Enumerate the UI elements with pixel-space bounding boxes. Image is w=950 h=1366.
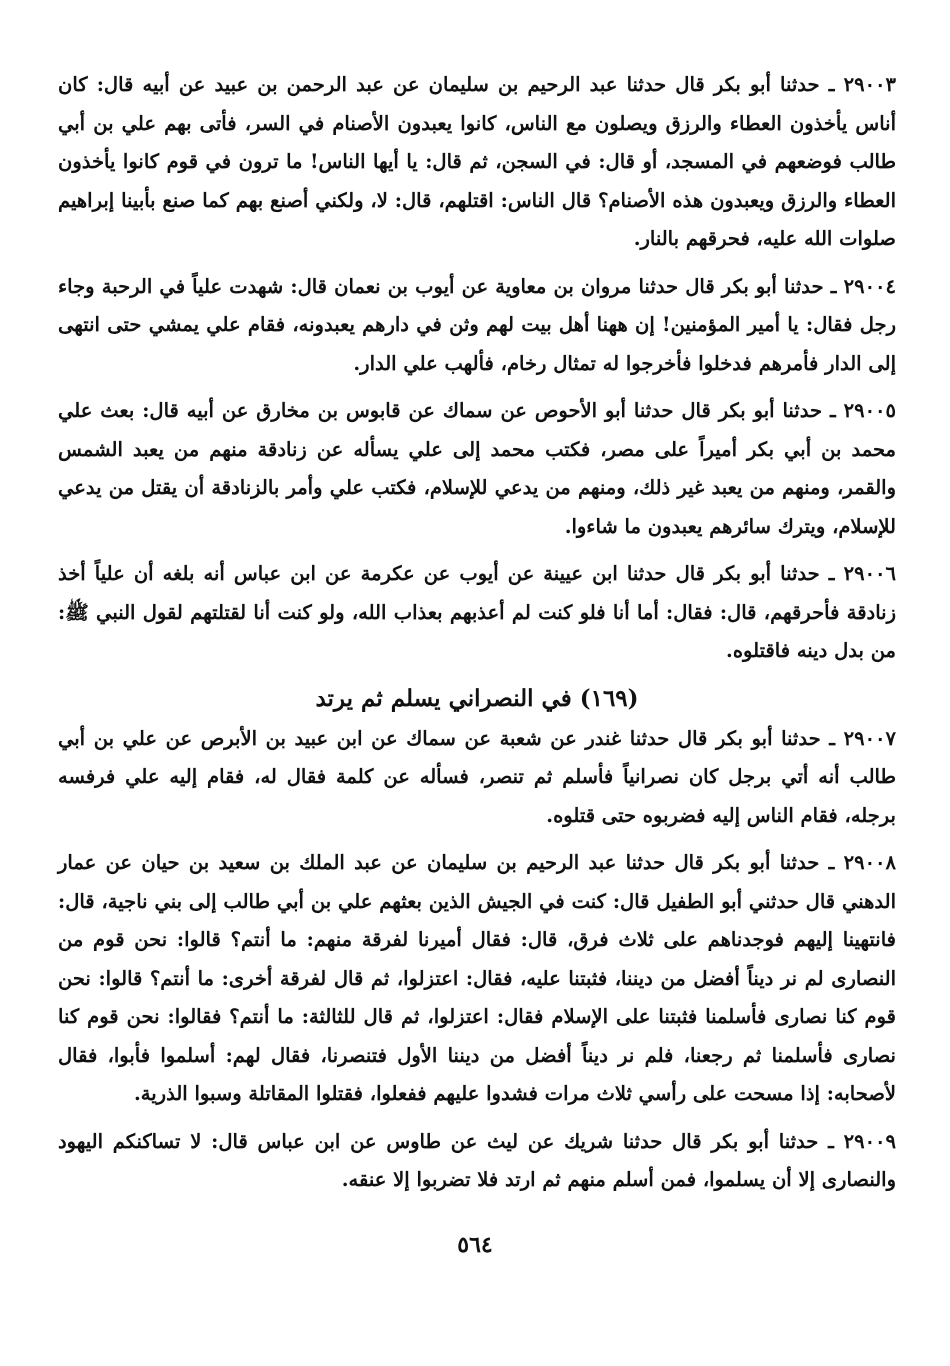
hadith-29009: ٢٩٠٠٩ ـ حدثنا أبو بكر قال حدثنا شريك عن ليث عن طاوس عن ابن عباس قال: لا تساكنكم اليهود والنصارى إلا أن يسلموا، فمن أسلم منهم ثم ارتد فلا تضربوا إلا عنقه. — [58, 1129, 896, 1191]
hadith-29003: ٢٩٠٠٣ ـ حدثنا أبو بكر قال حدثنا عبد الرحيم بن سليمان عن عبد الرحمن بن عبيد عن أبيه قال: كان أناس يأخذون العطاء والرزق ويصلون مع الناس، كانوا يعبدون الأصنام في السر، فأتى بهم علي بن أبي طالب فوضعهم في المسجد، أو قال: في السجن، ثم قال: يا أيها الناس! ما ترون في قوم كانوا يأخذون العطاء والرزق ويعبدون هذه الأصنام؟ قال الناس: اقتلهم، قال: لا، ولكني أصنع بهم كما صنع بأبينا إبراهيم صلوات الله عليه، فحرقهم بالنار. — [58, 73, 896, 250]
page-number: ٥٦٤ — [457, 1232, 493, 1258]
page-body — [58, 66, 896, 1209]
hadith-29004: ٢٩٠٠٤ ـ حدثنا أبو بكر قال حدثنا مروان بن معاوية عن أيوب بن نعمان قال: شهدت علياً في الرحبة وجاء رجل فقال: يا أمير المؤمنين! إن ههنا أهل بيت لهم وثن في دارهم يعبدونه، فقام علي يمشي حتى انتهى إلى الدار فأمرهم فدخلوا فأخرجوا له تمثال رخام، فألهب علي الدار. — [58, 274, 896, 375]
hadith-29007: ٢٩٠٠٧ ـ حدثنا أبو بكر قال حدثنا غندر عن شعبة عن سماك عن ابن عبيد بن الأبرص عن علي بن أبي طالب أنه أتي برجل كان نصرانياً فأسلم ثم تنصر، فسأله عن كلمة فقال له، فقام إليه علي فرفسه برجله، فقام الناس إليه فضربوه حتى قتلوه. — [58, 726, 896, 827]
hadith-29006: ٢٩٠٠٦ ـ حدثنا أبو بكر قال حدثنا ابن عيينة عن أيوب عن عكرمة عن ابن عباس أنه بلغه أن علياً أخذ زنادقة فأحرقهم، قال: فقال: أما أنا فلو كنت لم أعذبهم بعذاب الله، ولو كنت أنا لقتلتهم لقول النبي ﷺ: من بدل دينه فاقتلوه. — [58, 562, 896, 662]
hadith-29008: ٢٩٠٠٨ ـ حدثنا أبو بكر قال حدثنا عبد الرحيم بن سليمان عن عبد الملك بن سعيد بن حيان عن عمار الدهني قال حدثني أبو الطفيل قال: كنت في الجيش الذين بعثهم علي بن أبي طالب إلى بني ناجية، قال: فانتهينا إليهم فوجدناهم على ثلاث فرق، قال: فقال أميرنا لفرقة منهم: ما أنتم؟ قالوا: نحن قوم من النصارى لم نر ديناً أفضل من ديننا، فثبتنا عليه، فقال: اعتزلوا، ثم قال لفرقة أخرى: ما أنتم؟ قالوا: نحن قوم كنا نصارى فأسلمنا فثبتنا على الإسلام فقال: اعتزلوا، ثم قال للثالثة: ما أنتم؟ فقالوا: نحن قوم كنا نصارى فأسلمنا ثم رجعنا، فلم نر ديناً أفضل من ديننا الأول فتنصرنا، فقال لهم: أسلموا فأبوا، فقال لأصحابه: إذا مسحت على رأسي ثلاث مرات فشدوا عليهم ففعلوا، فقتلوا المقاتلة وسبوا الذرية. — [58, 851, 896, 1105]
hadith-29005: ٢٩٠٠٥ ـ حدثنا أبو بكر قال حدثنا أبو الأحوص عن سماك عن قابوس بن مخارق عن أبيه قال: بعث علي محمد بن أبي بكر أميراً على مصر، فكتب محمد إلى علي يسأله عن زنادقة منهم من يعبد الشمس والقمر، ومنهم من يعبد غير ذلك، ومنهم من يدعي للإسلام، فكتب علي وأمر بالزنادقة أن يقتل من يدعي للإسلام، ويترك سائرهم يعبدون ما شاءوا. — [58, 399, 896, 538]
chapter-heading: (١٦٩) في النصراني يسلم ثم يرتد — [315, 684, 639, 712]
